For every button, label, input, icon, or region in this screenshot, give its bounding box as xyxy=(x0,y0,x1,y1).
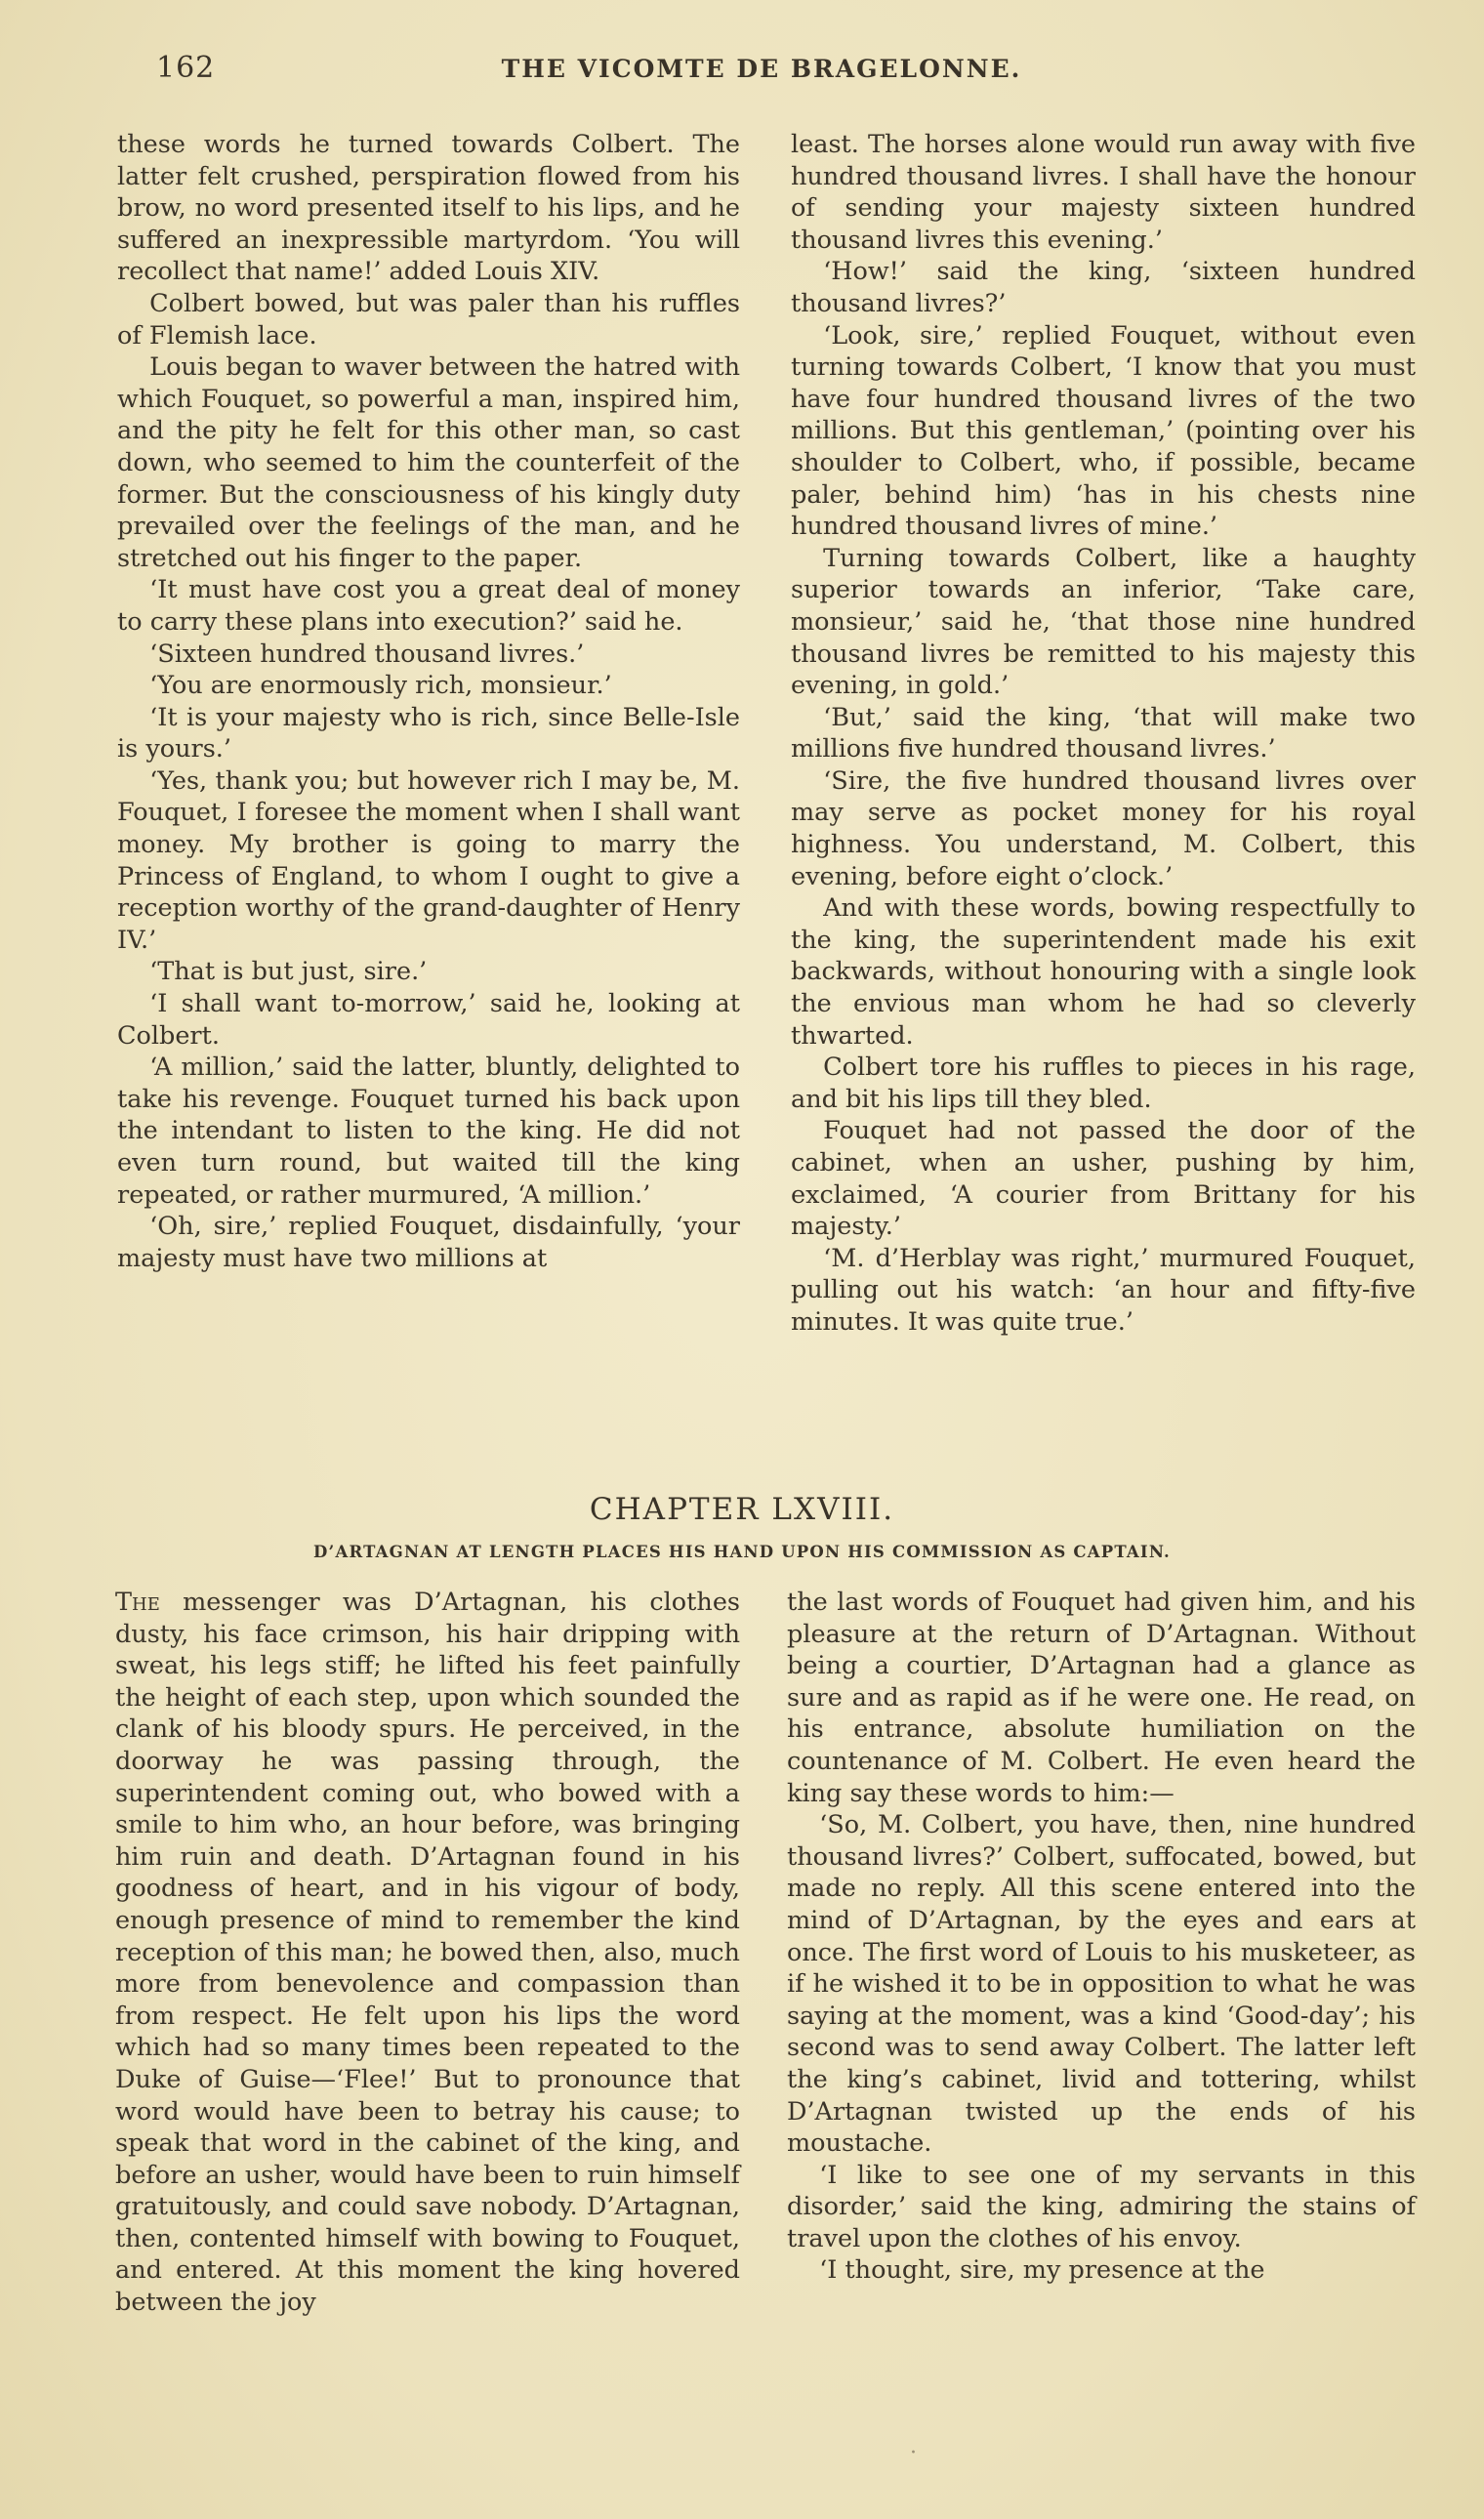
paragraph: ‘I shall want to-morrow,’ said he, looking at Colbert. xyxy=(117,989,740,1051)
bottom-left-column xyxy=(115,1587,740,2319)
book-title: THE VICOMTE DE BRAGELONNE. xyxy=(501,55,1022,83)
paragraph: ‘Yes, thank you; but however rich I may be, M. Fouquet, I foresee the moment when I shall want money. My brother is going to marry the Princess of England, to whom I ought to give a reception worthy of the grand-daughter of Henry IV.’ xyxy=(117,765,740,955)
paragraph: ‘But,’ said the king, ‘that will make two millions five hundred thousand livres.’ xyxy=(791,702,1416,764)
top-right-column xyxy=(791,129,1416,1339)
paragraph: ‘How!’ said the king, ‘sixteen hundred thousand livres?’ xyxy=(791,257,1416,318)
paragraph: these words he turned towards Colbert. The latter felt crushed, perspiration flowed from his brow, no word presented itself to his lips, and he suffered an inexpressible martyrdom. ‘You will recollect that name!’ added Louis XIV. xyxy=(117,130,740,287)
paragraph: ‘That is but just, sire.’ xyxy=(149,957,428,987)
paragraph: ‘M. d’Herblay was right,’ murmured Fouquet, pulling out his watch: ‘an hour and fifty-five minutes. It was quite true.’ xyxy=(791,1243,1416,1337)
paragraph: ‘It is your majesty who is rich, since Belle-Isle is yours.’ xyxy=(117,702,740,764)
paragraph: least. The horses alone would run away with five hundred thousand livres. I shall have the honour of sending your majesty sixteen hundred thousand livres this evening.’ xyxy=(791,130,1416,255)
paragraph: ‘I thought, sire, my presence at the xyxy=(819,2255,1265,2286)
paragraph: ‘A million,’ said the latter, bluntly, delighted to take his revenge. Fouquet turned his back upon the intendant to listen to the king. He did not even turn round, but waited till the king repeated, or rather murmured, ‘A million.’ xyxy=(117,1053,740,1210)
paragraph: Louis began to waver between the hatred with which Fouquet, so powerful a man, inspired him, and the pity he felt for this other man, so cast down, who seemed to him the counterfeit of the former. But the consciousness of his kingly duty prevailed over the feelings of the man, and he stretched out his finger to the paper. xyxy=(117,352,740,573)
running-head xyxy=(107,51,1416,90)
paragraph: ‘Sixteen hundred thousand livres.’ xyxy=(149,639,585,669)
paragraph: ‘Oh, sire,’ replied Fouquet, disdainfully, ‘your majesty must have two millions at xyxy=(117,1212,740,1273)
chapter-opening-paragraph xyxy=(115,1587,740,2319)
paragraph: ‘Sire, the five hundred thousand livres over may serve as pocket money for his royal highness. You understand, M. Colbert, this evening, before eight o’clock.’ xyxy=(791,765,1416,891)
drop-word: The xyxy=(115,1588,160,1617)
page-number: 162 xyxy=(156,51,216,85)
paragraph: Colbert tore his ruffles to pieces in his rage, and bit his lips till they bled. xyxy=(791,1053,1416,1114)
bottom-right-column xyxy=(787,1587,1416,2287)
paragraph: ‘It must have cost you a great deal of money to carry these plans into execution?’ said he. xyxy=(117,575,740,637)
paragraph: And with these words, bowing respectfully to the king, the superintendent made his exit backwards, without honouring with a single look the envious man whom he had so cleverly thwarted. xyxy=(791,893,1416,1051)
ink-speck: · xyxy=(910,2441,917,2465)
paragraph: the last words of Fouquet had given him, and his pleasure at the return of D’Artagnan. Without being a courtier, D’Artagnan had a glance as sure and as rapid as if he were one. He read, on his entrance, absolute humiliation on the countenance of M. Colbert. He even heard the king say these words to him:— xyxy=(787,1588,1416,1808)
paragraph-text: messenger was D’Artagnan, his clothes dusty, his face crimson, his hair dripping with sweat, his legs stiff; he lifted his feet painfully the height of each step, upon which sounded the clank of his bloody spurs. He perceived, in the doorway he was passing through, the superintendent coming out, who bowed with a smile to him who, an hour before, was bringing him ruin and death. D’Artagnan found in his goodness of heart, and in his vigour of body, enough presence of mind to remember the kind reception of this man; he bowed then, also, much more from benevolence and compassion than from respect. He felt upon his lips the word which had so many times been repeated to the Duke of Guise—‘Flee!’ But to pronounce that word would have been to betray his cause; to speak that word in the cabinet of the king, and before an usher, would have been to ruin himself gratuitously, and could save nobody. D’Artagnan, then, contented himself with bowing to Fouquet, and entered. At this moment the king hovered between the joy xyxy=(115,1588,740,2318)
paragraph: Turning towards Colbert, like a haughty superior towards an inferior, ‘Take care, monsieur,’ said he, ‘that those nine hundred thousand livres be remitted to his majesty this evening, in gold.’ xyxy=(791,543,1416,701)
paragraph: ‘You are enormously rich, monsieur.’ xyxy=(149,671,612,701)
chapter-heading: CHAPTER LXVIII. xyxy=(589,1492,895,1527)
paragraph: ‘I like to see one of my servants in this disorder,’ said the king, admiring the stains of travel upon the clothes of his envoy. xyxy=(787,2160,1416,2253)
chapter-subtitle: D’ARTAGNAN AT LENGTH PLACES HIS HAND UPON HIS COMMISSION AS CAPTAIN. xyxy=(313,1543,1171,1561)
paragraph: ‘So, M. Colbert, you have, then, nine hundred thousand livres?’ Colbert, suffocated, bowed, but made no reply. All this scene entered into the mind of D’Artagnan, by the eyes and ears at once. The first word of Louis to his musketeer, as if he wished it to be in opposition to what he was saying at the moment, was a kind ‘Good-day’; his second was to send away Colbert. The latter left the king’s cabinet, livid and tottering, whilst D’Artagnan twisted up the ends of his moustache. xyxy=(787,1810,1416,2159)
paragraph: Colbert bowed, but was paler than his ruffles of Flemish lace. xyxy=(117,288,740,351)
top-left-column xyxy=(117,129,740,1274)
paragraph: ‘Look, sire,’ replied Fouquet, without even turning towards Colbert, ‘I know that you must have four hundred thousand livres of the two millions. But this gentleman,’ (pointing over his shoulder to Colbert, who, if possible, became paler, behind him) ‘has in his chests nine hundred thousand livres of mine.’ xyxy=(791,320,1416,542)
paragraph: Fouquet had not passed the door of the cabinet, when an usher, pushing by him, exclaimed, ‘A courier from Brittany for his majesty.’ xyxy=(791,1116,1416,1242)
